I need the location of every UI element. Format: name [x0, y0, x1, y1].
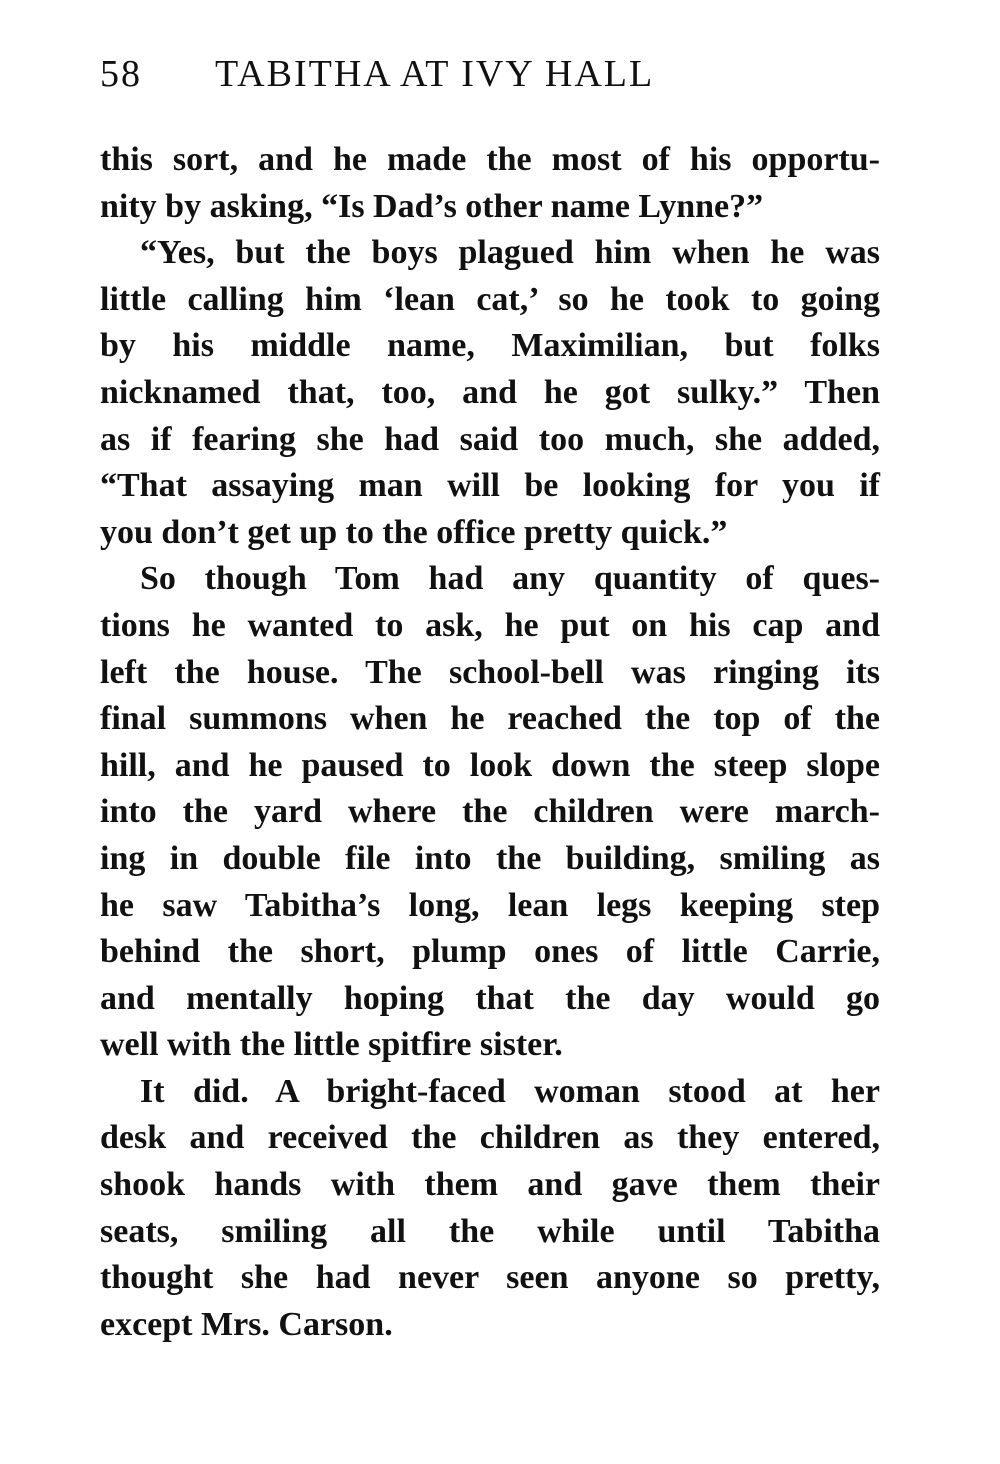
text-line: by his middle name, Maximilian, but folks	[100, 327, 880, 365]
text-line: behind the short, plump ones of little Carrie,	[100, 933, 880, 971]
text-line: final summons when he reached the top of the	[100, 700, 880, 738]
page-number: 58	[100, 53, 142, 95]
text-line: well with the little spitfire sister.	[100, 1026, 563, 1064]
text-line: hill, and he paused to look down the steep slope	[100, 746, 880, 784]
body-text	[100, 137, 880, 1348]
text-line: little calling him ‘lean cat,’ so he took to going	[100, 280, 880, 318]
text-line: It did. A bright-faced woman stood at her	[140, 1072, 880, 1110]
text-line: ing in double file into the building, smiling as	[100, 839, 880, 877]
text-line: So though Tom had any quantity of ques-	[140, 560, 880, 598]
text-line: and mentally hoping that the day would go	[100, 979, 880, 1017]
text-line: nity by asking, “Is Dad’s other name Lynne?”	[100, 187, 764, 225]
text-line: this sort, and he made the most of his opportu-	[100, 141, 880, 178]
text-line: shook hands with them and gave them their	[100, 1166, 880, 1204]
text-line: nicknamed that, too, and he got sulky.” Then	[100, 373, 880, 411]
text-line: he saw Tabitha’s long, lean legs keeping step	[100, 886, 880, 924]
text-line: seats, smiling all the while until Tabitha	[100, 1212, 880, 1250]
text-line: into the yard where the children were march-	[100, 793, 880, 831]
text-line: “Yes, but the boys plagued him when he was	[140, 234, 880, 272]
text-line: thought she had never seen anyone so pretty,	[100, 1259, 880, 1297]
page-header	[100, 52, 900, 102]
text-line: “That assaying man will be looking for you if	[100, 467, 880, 505]
text-line: except Mrs. Carson.	[100, 1305, 393, 1343]
text-line: tions he wanted to ask, he put on his cap and	[100, 606, 880, 644]
text-line: as if fearing she had said too much, she added,	[100, 420, 880, 458]
text-line: desk and received the children as they entered,	[100, 1119, 880, 1157]
text-line: you don’t get up to the office pretty quick.”	[100, 513, 728, 551]
running-title: TABITHA AT IVY HALL	[215, 53, 655, 95]
text-line: left the house. The school-bell was ringing its	[100, 653, 880, 691]
